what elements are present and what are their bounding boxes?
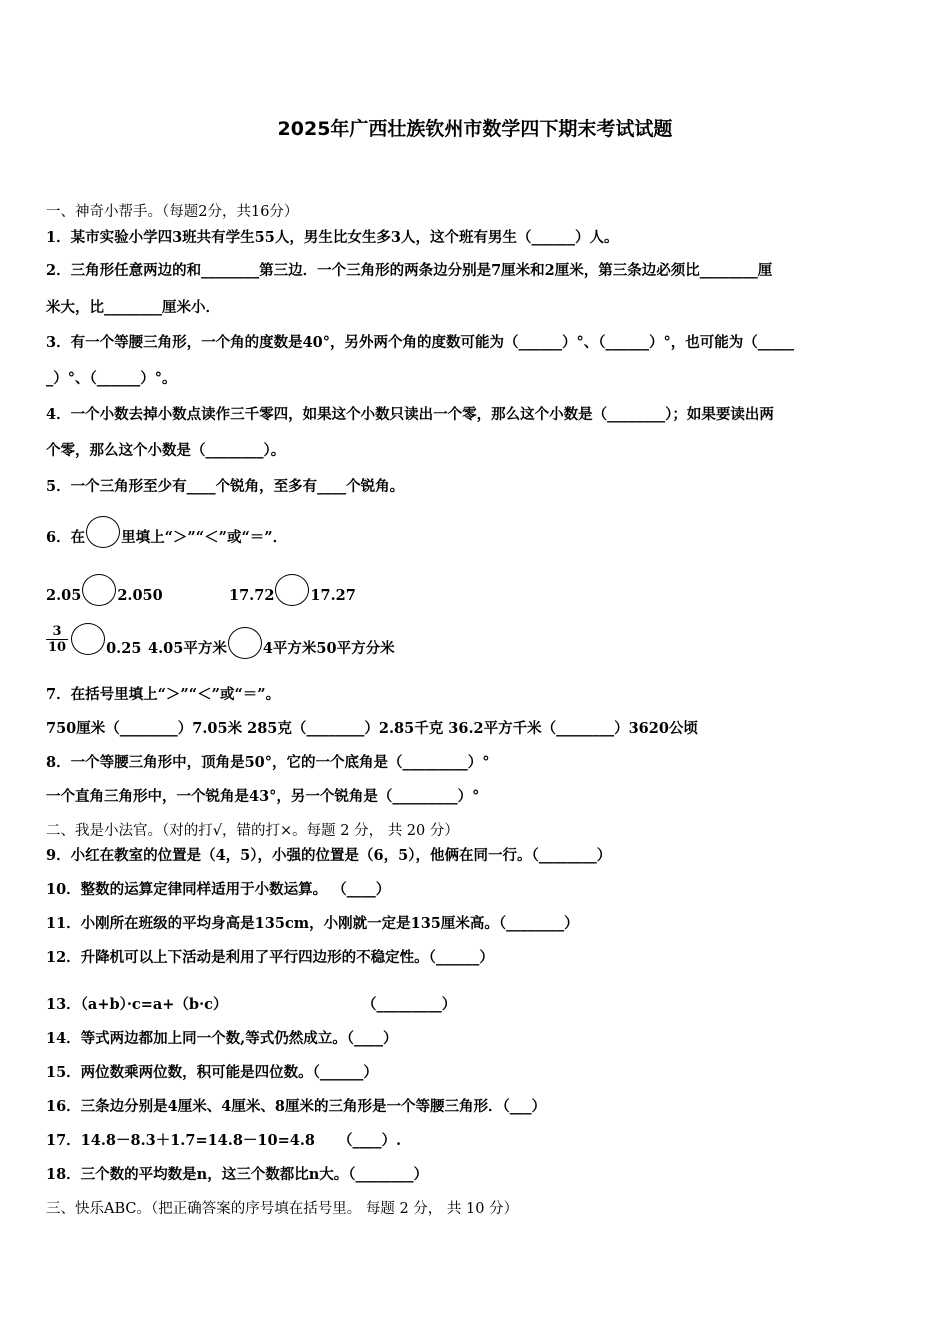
page-title: 2025年广西壮族钦州市数学四下期末考试试题 <box>277 118 673 140</box>
compare-row-2b <box>148 633 395 665</box>
compare-left: 4.05平方米 <box>148 640 227 657</box>
compare-row-2a <box>46 623 141 655</box>
question-3-line-2: _）°、（______）°。 <box>46 370 177 387</box>
fraction <box>46 624 68 655</box>
compare-circle <box>71 623 105 655</box>
question-1: 1．某市实验小学四3班共有学生55人，男生比女生多3人，这个班有男生（______）人。 <box>46 229 619 246</box>
fraction-denominator: 10 <box>48 639 67 655</box>
question-6 <box>46 522 287 554</box>
question-7-items: 750厘米（________）7.05米 285克（________）2.85千克 36.2平方千米（________）3620公顷 <box>46 720 698 737</box>
question-11: 11．小刚所在班级的平均身高是135cm，小刚就一定是135厘米高。（________） <box>46 915 579 932</box>
question-17-answer: （____）. <box>338 1132 402 1149</box>
compare-row-1b <box>229 580 356 612</box>
compare-row-1a <box>46 580 163 612</box>
question-4-line-2: 个零，那么这个小数是（________）。 <box>46 442 286 459</box>
question-2-line-1: 2．三角形任意两边的和________第三边．一个三角形的两条边分别是7厘米和2厘米，第三条边必须比________厘 <box>46 262 773 279</box>
compare-right: 17.27 <box>310 587 356 604</box>
compare-left: 2.05 <box>46 587 82 604</box>
question-17: 17．14.8－8.3＋1.7=14.8－10=4.8 <box>46 1132 315 1149</box>
compare-circle <box>228 627 262 659</box>
question-14: 14．等式两边都加上同一个数,等式仍然成立。（____） <box>46 1030 398 1047</box>
question-3-line-1: 3．有一个等腰三角形，一个角的度数是40°，另外两个角的度数可能为（______）°、（______）°，也可能为（_____ <box>46 334 795 351</box>
compare-right: 4平方米50平方分米 <box>262 640 395 657</box>
compare-right: 0.25 <box>106 640 142 657</box>
question-5: 5．一个三角形至少有____个锐角，至多有____个锐角。 <box>46 478 405 495</box>
compare-left: 17.72 <box>229 587 275 604</box>
question-2-line-2: 米大，比________厘米小． <box>46 299 220 316</box>
question-16: 16．三条边分别是4厘米、4厘米、8厘米的三角形是一个等腰三角形．（___） <box>46 1098 546 1115</box>
question-13-answer: （_________） <box>362 996 457 1013</box>
question-8-line-1: 8．一个等腰三角形中，顶角是50°，它的一个底角是（_________）° <box>46 754 490 771</box>
compare-right: 2.050 <box>117 587 163 604</box>
section-1-heading: 一、神奇小帮手。（每题2分，共16分） <box>46 204 299 220</box>
question-6-prefix: 6．在 <box>46 529 86 546</box>
section-2-heading: 二、我是小法官。（对的打√，错的打×。每题 2 分， 共 20 分） <box>46 823 459 839</box>
compare-circle <box>275 574 309 606</box>
compare-circle <box>82 574 116 606</box>
question-7: 7．在括号里填上“＞”“＜”或“＝”。 <box>46 686 281 703</box>
question-18: 18．三个数的平均数是n，这三个数都比n大。（________） <box>46 1166 429 1183</box>
question-9: 9．小红在教室的位置是（4，5），小强的位置是（6，5），他俩在同一行。（________） <box>46 847 612 864</box>
compare-circle <box>86 516 120 548</box>
question-15: 15．两位数乘两位数，积可能是四位数。（______） <box>46 1064 378 1081</box>
question-8-line-2: 一个直角三角形中，一个锐角是43°，另一个锐角是（_________）° <box>46 788 480 805</box>
question-6-suffix: 里填上“＞”“＜”或“＝”． <box>121 529 288 546</box>
section-3-heading: 三、快乐ABC。（把正确答案的序号填在括号里。 每题 2 分， 共 10 分） <box>46 1201 519 1217</box>
question-12: 12．升降机可以上下活动是利用了平行四边形的不稳定性。（______） <box>46 949 494 966</box>
fraction-numerator: 3 <box>46 624 68 640</box>
question-4-line-1: 4．一个小数去掉小数点读作三千零四，如果这个小数只读出一个零，那么这个小数是（________）；如果要读出两 <box>46 406 774 423</box>
question-13: 13．（a+b）·c=a+（b·c） <box>46 996 228 1013</box>
question-10: 10．整数的运算定律同样适用于小数运算。 （____） <box>46 881 391 898</box>
